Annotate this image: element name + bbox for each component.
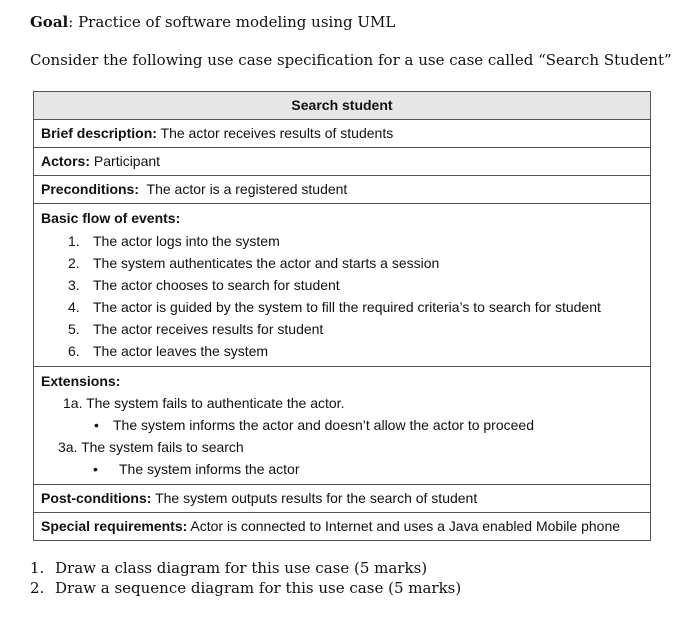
extension-item: 1a. The system fails to authenticate the actor. [63, 395, 345, 411]
flow-step-text: The actor chooses to search for student [93, 277, 340, 293]
flow-step [41, 340, 643, 362]
extension-bullet [41, 414, 643, 436]
basic-flow-steps [41, 230, 643, 362]
extension-bullet [41, 458, 643, 480]
goal-text: Practice of software modeling using UML [73, 13, 396, 31]
special-requirements-text: Actor is connected to Internet and uses a Java enabled Mobile phone [187, 518, 621, 534]
special-requirements-label: Special requirements: [41, 518, 188, 534]
question-text: Draw a sequence diagram for this use case (5 marks) [55, 579, 462, 597]
flow-step-text: The actor is guided by the system to fill the required criteria’s to search for student [93, 299, 601, 315]
brief-label: Brief description: [41, 125, 157, 141]
flow-step [41, 274, 643, 296]
question-text: Draw a class diagram for this use case (5 marks) [55, 559, 428, 577]
goal-label: Goal [30, 13, 69, 31]
goal-line [30, 13, 395, 31]
extension-bullet-text: The system informs the actor [119, 461, 300, 477]
basic-flow-label: Basic flow of events: [41, 210, 181, 226]
actors-label: Actors: [41, 153, 91, 169]
intro-text: Consider the following use case specification for a use case called “Search Student” [30, 51, 672, 69]
flow-step [41, 296, 643, 318]
questions-list [30, 558, 461, 598]
extensions-label: Extensions: [41, 373, 121, 389]
extension-bullet-text: The system informs the actor and doesn’t allow the actor to proceed [113, 417, 534, 433]
table-header-row [34, 92, 651, 120]
question-item [30, 558, 461, 578]
postconditions-text: The system outputs results for the search of student [151, 490, 478, 506]
brief-text: The actor receives results of students [156, 125, 394, 141]
question-item [30, 578, 461, 598]
extension-item: 3a. The system fails to search [58, 439, 244, 455]
special-requirements-row [34, 513, 651, 541]
flow-step-text: The actor receives results for student [93, 321, 324, 337]
flow-step-number: 2. [68, 255, 80, 271]
flow-step-number: 1. [68, 233, 80, 249]
bullet-dot: • [93, 461, 98, 477]
actors-row [34, 148, 651, 176]
extensions-row [34, 367, 651, 485]
flow-step [41, 252, 643, 274]
postconditions-row [34, 485, 651, 513]
question-number: 2. [30, 579, 45, 597]
flow-step-number: 3. [68, 277, 80, 293]
flow-step-number: 6. [68, 343, 80, 359]
actors-text: Participant [90, 153, 161, 169]
preconditions-row [34, 176, 651, 204]
brief-row [34, 120, 651, 148]
flow-step-text: The actor logs into the system [93, 233, 280, 249]
postconditions-label: Post-conditions: [41, 490, 152, 506]
flow-step-number: 4. [68, 299, 80, 315]
question-number: 1. [30, 559, 45, 577]
preconditions-label: Preconditions: [41, 181, 140, 197]
flow-step [41, 318, 643, 340]
basic-flow-row [34, 204, 651, 367]
flow-step-number: 5. [68, 321, 80, 337]
bullet-dot: • [94, 417, 99, 433]
flow-step [41, 230, 643, 252]
flow-step-text: The system authenticates the actor and starts a session [93, 255, 440, 271]
preconditions-text: The actor is a registered student [139, 181, 348, 197]
goal-separator: : [68, 13, 74, 31]
flow-step-text: The actor leaves the system [93, 343, 269, 359]
use-case-table [33, 91, 651, 541]
table-title: Search student [34, 92, 651, 120]
